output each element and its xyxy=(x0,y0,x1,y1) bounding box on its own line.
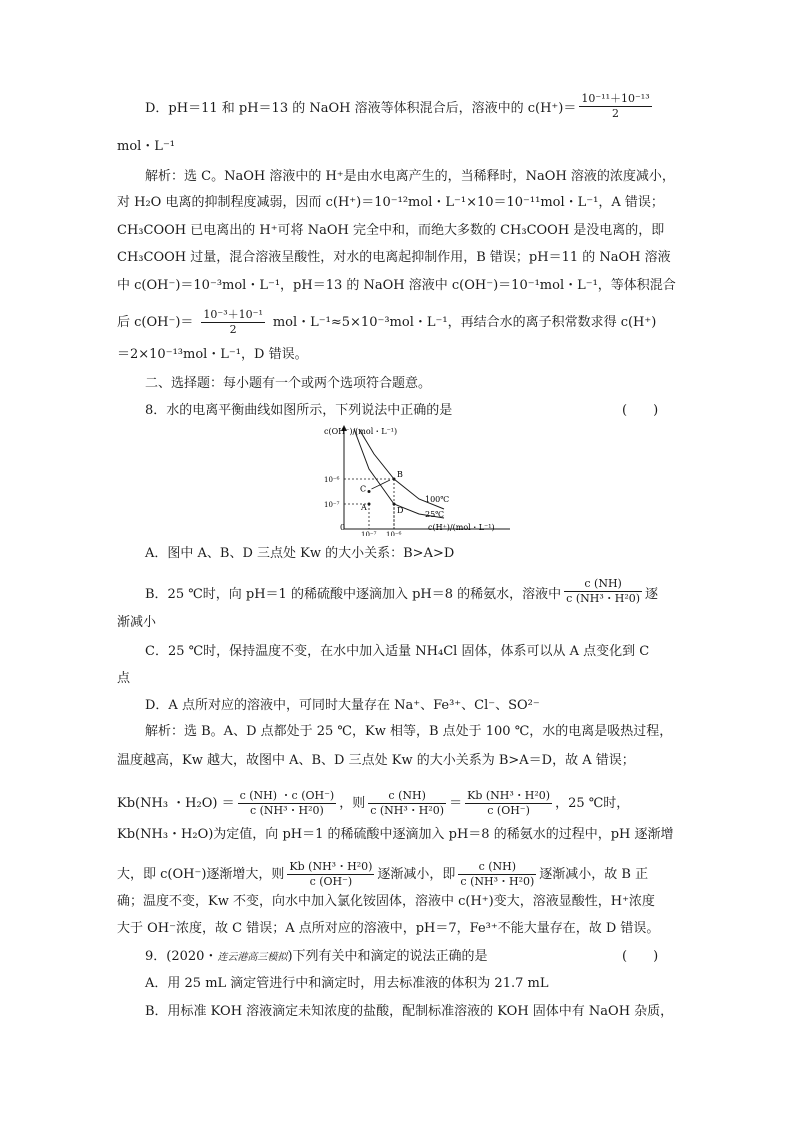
answer7-line4: CH₃COOH 过量，混合溶液呈酸性，对水的电离起抑制作用，B 错误；pH＝11 的 NaOH 溶液 xyxy=(117,250,671,265)
q8-option-b-tail: 逐 xyxy=(645,587,659,602)
answer8-fraction1 xyxy=(238,789,337,818)
point-label-c: C xyxy=(360,484,367,494)
q9-answer-bracket: ( ) xyxy=(622,949,659,964)
fraction-denominator: c (NH³・H²0) xyxy=(370,804,445,817)
answer8-line5-mid: 逐渐减小，即 xyxy=(377,867,456,882)
answer8-fraction5 xyxy=(458,860,536,889)
answer7-line3: CH₃COOH 已电离出的 H⁺可将 NaOH 完全中和，而绝大多数的 CH₃COOH 是没电离的，即 xyxy=(117,223,665,238)
answer7-line6-fraction xyxy=(201,308,264,337)
point-a xyxy=(368,503,371,506)
fraction-numerator: c (NH) xyxy=(368,789,446,804)
fraction-denominator: 2 xyxy=(612,107,619,120)
answer8-line4: Kb(NH₃・H₂O)为定值，向 pH＝1 的稀硫酸中逐滴加入 pH＝8 的稀氨水的过程中，pH 逐渐增 xyxy=(117,827,674,842)
fraction-numerator: Kb (NH³・H²0) xyxy=(467,789,551,802)
curve-label-100c: 100℃ xyxy=(425,495,450,504)
arrow-c-to-b xyxy=(372,480,391,489)
q8-option-b-fraction xyxy=(564,577,642,606)
point-label-b: B xyxy=(397,470,403,479)
q9-source-tag: 连云港高三模拟 xyxy=(217,952,288,963)
x-tick-label: 10⁻⁶ xyxy=(386,531,402,536)
fraction-denominator: 2 xyxy=(229,323,237,336)
q8-answer-bracket: ( ) xyxy=(622,403,659,418)
answer8-fraction3 xyxy=(465,789,552,818)
y-tick-label: 10⁻⁷ xyxy=(324,501,340,509)
fraction-denominator: c (NH³・H²0) xyxy=(566,592,641,605)
answer8-line7: 大于 OH⁻浓度，故 C 错误；A 点所对应的溶液中，pH＝7，Fe³⁺不能大量存在，故 D 错误。 xyxy=(117,921,660,936)
q9-prefix: 9．(2020・ xyxy=(145,949,218,964)
fraction-numerator: c (NH) ・c (OH⁻) xyxy=(239,789,335,802)
fraction-denominator: c (OH⁻) xyxy=(487,804,530,817)
answer7-line1: 解析：选 C。NaOH 溶液中的 H⁺是由水电离产生的，当稀释时，NaOH 溶液的浓度减小， xyxy=(145,169,675,184)
q7-option-d xyxy=(145,92,655,121)
answer7-line5: 中 c(OH⁻)＝10⁻³mol・L⁻¹，pH＝13 的 NaOH 溶液中 c(OH⁻)＝10⁻¹mol・L⁻¹，等体积混合 xyxy=(117,278,676,293)
fraction-numerator: c (NH) xyxy=(564,577,642,592)
q8-stem: 8．水的电离平衡曲线如图所示，下列说法中正确的是 xyxy=(145,403,453,418)
q9-option-b: B．用标准 KOH 溶液滴定未知浓度的盐酸，配制标准溶液的 KOH 固体中有 NaOH 杂质， xyxy=(145,1004,674,1019)
answer7-line6-prefix: 后 c(OH⁻)＝ xyxy=(117,315,194,330)
answer7-line7: ＝2×10⁻¹³mol・L⁻¹，D 错误。 xyxy=(117,347,308,362)
q8-option-c: C．25 ℃时，保持温度不变，在水中加入适量 NH₄Cl 固体，体系可以从 A 点变化到 C xyxy=(145,644,650,659)
answer7-line6 xyxy=(117,308,656,337)
q8-option-c-cont: 点 xyxy=(117,671,131,686)
q9-option-a: A．用 25 mL 滴定管进行中和滴定时，用去标准液的体积为 21.7 mL xyxy=(145,976,549,991)
answer8-line2: 温度越高，Kw 越大，故图中 A、B、D 三点处 Kw 的大小关系为 B>A＝D，故 A 错误； xyxy=(117,753,635,768)
answer8-kb-expression: Kb(NH₃ ・H₂O) ＝ xyxy=(117,796,235,811)
x-axis-label: c(H⁺)/(mol・L⁻¹) xyxy=(428,523,495,532)
answer8-temp: ，25 ℃时， xyxy=(555,796,630,811)
answer8-fraction4 xyxy=(287,860,374,889)
y-axis-label: c(OH⁻)/(mol・L⁻¹) xyxy=(324,427,398,436)
answer8-line6: 确；温度不变，Kw 不变，向水中加入氯化铵固体，溶液中 c(H⁺)变大，溶液显酸性，H⁺浓度 xyxy=(117,894,655,909)
fraction-denominator: c (NH³・H²0) xyxy=(460,875,535,888)
origin-label: 0 xyxy=(340,523,346,532)
q8-option-b xyxy=(145,577,659,606)
fraction-denominator: c (NH³・H²0) xyxy=(249,804,324,817)
answer8-line5 xyxy=(117,860,648,889)
fraction-numerator: 10⁻³＋10⁻¹ xyxy=(203,308,263,321)
answer8-line5-suffix: 逐渐减小，故 B 正 xyxy=(539,867,649,882)
fraction-numerator: c (NH) xyxy=(458,860,536,875)
point-c xyxy=(368,490,371,493)
q8-option-b-cont: 渐减小 xyxy=(117,615,157,630)
answer8-equals: ＝ xyxy=(449,796,463,811)
answer8-fraction2 xyxy=(368,789,446,818)
answer8-line3 xyxy=(117,789,629,818)
q8-option-d: D．A 点所对应的溶液中，可同时大量存在 Na⁺、Fe³⁺、Cl⁻、SO²⁻ xyxy=(145,698,540,713)
x-tick-label: 10⁻⁷ xyxy=(361,531,377,536)
point-label-d: D xyxy=(397,506,404,515)
answer8-line1: 解析：选 B。A、D 点都处于 25 ℃，Kw 相等，B 点处于 100 ℃，水的电离是吸热过程， xyxy=(145,724,673,739)
q9-stem-text: )下列有关中和滴定的说法正确的是 xyxy=(287,949,488,964)
fraction-numerator: 10⁻¹¹＋10⁻¹³ xyxy=(581,92,650,105)
answer7-line2: 对 H₂O 电离的抑制程度减弱，因而 c(H⁺)＝10⁻¹²mol・L⁻¹×10＝10⁻¹¹mol・L⁻¹，A 错误； xyxy=(117,195,664,210)
q9-stem xyxy=(145,948,488,967)
q7-option-d-text: D．pH＝11 和 pH＝13 的 NaOH 溶液等体积混合后，溶液中的 c(H⁺)＝ xyxy=(145,101,577,116)
fraction-denominator: c (OH⁻) xyxy=(309,875,353,888)
section-heading: 二、选择题：每小题有一个或两个选项符合题意。 xyxy=(145,376,432,391)
point-d xyxy=(393,503,396,506)
q8-option-a: A．图中 A、B、D 三点处 Kw 的大小关系：B>A>D xyxy=(145,546,455,561)
fraction-numerator: Kb (NH³・H²0) xyxy=(289,860,373,873)
answer7-line6-suffix: mol・L⁻¹≈5×10⁻³mol・L⁻¹，再结合水的离子积常数求得 c(H⁺) xyxy=(272,315,657,330)
q8-option-b-text: B．25 ℃时，向 pH＝1 的稀硫酸中逐滴加入 pH＝8 的稀氨水，溶液中 xyxy=(145,587,562,602)
water-ionization-chart xyxy=(316,424,516,536)
curve-label-25c: 25℃ xyxy=(425,510,445,519)
y-tick-label: 10⁻⁶ xyxy=(324,476,340,484)
q7-option-d-fraction xyxy=(579,92,651,121)
answer8-then: ，则 xyxy=(339,796,366,811)
q7-option-d-unit: mol・L⁻¹ xyxy=(117,139,176,154)
point-b xyxy=(393,478,396,481)
point-label-a: A xyxy=(361,503,367,512)
answer8-line5-prefix: 大，即 c(OH⁻)逐渐增大，则 xyxy=(117,867,285,882)
